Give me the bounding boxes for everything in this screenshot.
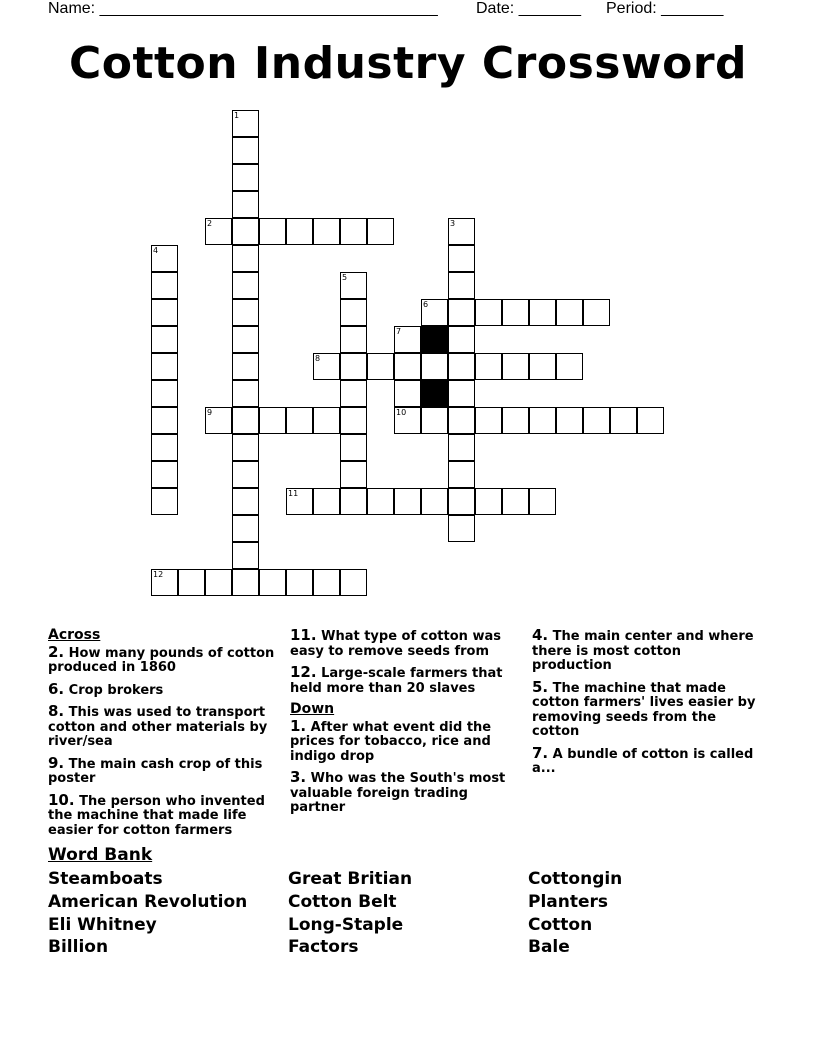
grid-cell[interactable] [475, 488, 502, 515]
grid-cell[interactable] [232, 326, 259, 353]
grid-cell[interactable] [502, 299, 529, 326]
grid-cell[interactable] [232, 272, 259, 299]
clue-text: The main center and where there is most cotton production [532, 629, 754, 673]
grid-cell[interactable] [340, 380, 367, 407]
grid-cell[interactable] [286, 488, 313, 515]
clue-item [532, 677, 762, 740]
grid-cell[interactable] [340, 569, 367, 596]
clue-item [532, 743, 762, 777]
clue-item [48, 790, 278, 839]
word-bank-item: Billion [48, 937, 109, 958]
grid-cell[interactable] [151, 488, 178, 515]
grid-cell[interactable] [151, 380, 178, 407]
cell-number: 8 [315, 354, 321, 363]
grid-cell[interactable] [232, 299, 259, 326]
date-field[interactable]: Date: _______ [476, 0, 581, 17]
word-bank-column-2 [288, 868, 412, 959]
clue-item [48, 753, 278, 787]
grid-cell[interactable] [394, 488, 421, 515]
word-bank-item: Bale [528, 937, 570, 958]
clue-number: 9. [48, 753, 65, 772]
cell-number: 1 [234, 111, 240, 120]
grid-cell[interactable] [340, 299, 367, 326]
grid-cell[interactable] [286, 407, 313, 434]
grid-cell[interactable] [448, 515, 475, 542]
grid-cell[interactable] [232, 488, 259, 515]
grid-cell[interactable] [421, 407, 448, 434]
grid-cell[interactable] [232, 218, 259, 245]
grid-cell[interactable] [394, 353, 421, 380]
grid-cell[interactable] [448, 272, 475, 299]
clue-item [48, 679, 278, 699]
grid-cell[interactable] [205, 569, 232, 596]
grid-cell[interactable] [286, 218, 313, 245]
word-bank-item: Planters [528, 891, 609, 912]
grid-cell[interactable] [394, 326, 421, 353]
grid-cell[interactable] [448, 326, 475, 353]
grid-cell[interactable] [394, 380, 421, 407]
word-bank-item: Cotton [528, 914, 593, 935]
grid-cell[interactable] [151, 326, 178, 353]
grid-cell[interactable] [448, 380, 475, 407]
grid-cell[interactable] [502, 488, 529, 515]
grid-cell[interactable] [340, 218, 367, 245]
word-bank-column-1 [48, 868, 247, 959]
grid-cell[interactable] [583, 407, 610, 434]
clue-item [48, 642, 278, 676]
grid-cell[interactable] [151, 434, 178, 461]
clue-column-2 [290, 628, 520, 822]
word-bank-item: Great Britian [288, 869, 413, 889]
period-field[interactable]: Period: _______ [606, 0, 724, 17]
clue-text: How many pounds of cotton produced in 1860 [48, 645, 275, 675]
grid-cell[interactable] [151, 353, 178, 380]
clue-number: 11. [290, 626, 317, 644]
grid-cell[interactable] [556, 299, 583, 326]
grid-cell[interactable] [421, 488, 448, 515]
grid-cell[interactable] [232, 245, 259, 272]
clue-number: 10. [48, 790, 75, 809]
clue-number: 8. [48, 702, 65, 720]
page-title: Cotton Industry Crossword [68, 38, 748, 89]
grid-cell[interactable] [448, 353, 475, 380]
grid-cell[interactable] [637, 407, 664, 434]
grid-cell[interactable] [340, 272, 367, 299]
clue-text: Crop brokers [68, 682, 164, 698]
across-clue-list-cont [290, 628, 520, 696]
grid-cell[interactable] [448, 407, 475, 434]
word-bank-column-3 [528, 868, 622, 959]
down-heading: Down [290, 701, 335, 717]
word-bank-item: Cottongin [528, 869, 623, 889]
grid-cell[interactable] [313, 407, 340, 434]
grid-cell[interactable] [475, 353, 502, 380]
grid-cell[interactable] [502, 407, 529, 434]
grid-cell[interactable] [178, 569, 205, 596]
grid-cell[interactable] [313, 488, 340, 515]
grid-cell[interactable] [232, 407, 259, 434]
word-bank-item: Eli Whitney [48, 914, 157, 935]
grid-cell[interactable] [421, 353, 448, 380]
clue-column-1 [48, 628, 278, 844]
grid-cell[interactable] [232, 164, 259, 191]
grid-cell[interactable] [232, 110, 259, 137]
clue-text: Large-scale farmers that held more than 20 slaves [290, 666, 503, 696]
grid-cell[interactable] [448, 461, 475, 488]
clue-number: 2. [48, 642, 65, 661]
grid-cell[interactable] [232, 542, 259, 569]
grid-cell[interactable] [313, 218, 340, 245]
grid-cell[interactable] [232, 434, 259, 461]
grid-cell[interactable] [340, 461, 367, 488]
cell-number: 3 [450, 219, 456, 228]
grid-cell[interactable] [313, 569, 340, 596]
grid-cell[interactable] [151, 272, 178, 299]
across-heading: Across [48, 627, 101, 643]
clue-number: 3. [290, 768, 307, 786]
clue-text: The person who invented the machine that made life easier for cotton farmers [48, 793, 265, 838]
clue-text: This was used to transport cotton and other materials by river/sea [48, 705, 268, 749]
grid-cell[interactable] [259, 569, 286, 596]
grid-cell[interactable] [340, 488, 367, 515]
cell-number: 9 [207, 408, 213, 417]
clue-number: 6. [48, 679, 65, 698]
grid-cell[interactable] [583, 299, 610, 326]
clue-item [290, 628, 520, 659]
clue-number: 1. [290, 716, 307, 735]
grid-cell[interactable] [232, 515, 259, 542]
clue-text: The main cash crop of this poster [48, 756, 263, 786]
grid-cell[interactable] [394, 407, 421, 434]
clue-number: 5. [532, 677, 549, 696]
grid-cell[interactable] [259, 407, 286, 434]
clue-text: After what event did the prices for tobacco, rice and indigo drop [290, 719, 492, 764]
grid-cell[interactable] [529, 488, 556, 515]
word-bank-title: Word Bank [48, 845, 153, 865]
name-field[interactable]: Name: ______________________________________ [48, 0, 438, 17]
grid-cell[interactable] [259, 218, 286, 245]
across-clue-list [48, 642, 278, 839]
grid-cell[interactable] [232, 569, 259, 596]
grid-cell[interactable] [448, 218, 475, 245]
clue-item [290, 716, 520, 765]
grid-cell[interactable] [448, 434, 475, 461]
cell-number: 2 [207, 219, 213, 228]
grid-cell[interactable] [340, 434, 367, 461]
grid-cell[interactable] [556, 407, 583, 434]
word-bank-item: Cotton Belt [288, 891, 397, 912]
clue-text: A bundle of cotton is called a... [532, 746, 754, 776]
cell-number: 10 [396, 408, 407, 417]
clue-item [290, 665, 520, 696]
grid-cell[interactable] [502, 353, 529, 380]
cell-number: 11 [288, 489, 299, 498]
grid-cell[interactable] [205, 407, 232, 434]
grid-cell[interactable] [313, 353, 340, 380]
grid-cell[interactable] [340, 326, 367, 353]
grid-cell[interactable] [151, 299, 178, 326]
grid-cell[interactable] [232, 137, 259, 164]
grid-cell[interactable] [475, 407, 502, 434]
grid-cell[interactable] [475, 299, 502, 326]
word-bank-item: Steamboats [48, 869, 163, 889]
grid-cell[interactable] [529, 353, 556, 380]
cell-number: 6 [423, 300, 429, 309]
grid-cell[interactable] [367, 218, 394, 245]
clue-text: The machine that made cotton farmers' lives easier by removing seeds from the cotton [532, 680, 756, 739]
clue-item [48, 704, 278, 750]
clue-number: 12. [290, 663, 317, 681]
grid-cell[interactable] [610, 407, 637, 434]
grid-cell[interactable] [529, 407, 556, 434]
grid-cell[interactable] [232, 380, 259, 407]
word-bank-item: Long-Staple [288, 914, 404, 935]
clue-item [290, 770, 520, 816]
grid-cell[interactable] [232, 461, 259, 488]
grid-cell[interactable] [340, 353, 367, 380]
grid-cell[interactable] [448, 488, 475, 515]
grid-cell[interactable] [340, 407, 367, 434]
cell-number: 4 [153, 246, 159, 255]
grid-cell[interactable] [448, 299, 475, 326]
grid-cell[interactable] [232, 353, 259, 380]
grid-cell[interactable] [205, 218, 232, 245]
word-bank-item: Factors [288, 937, 359, 958]
grid-cell[interactable] [151, 407, 178, 434]
cell-number: 5 [342, 273, 348, 282]
grid-cell[interactable] [151, 461, 178, 488]
grid-cell[interactable] [286, 569, 313, 596]
clue-column-3 [532, 628, 762, 783]
grid-cell[interactable] [421, 299, 448, 326]
cell-number: 12 [153, 570, 164, 579]
clue-item [532, 628, 762, 674]
grid-cell[interactable] [151, 245, 178, 272]
black-cell [421, 380, 448, 407]
clue-number: 7. [532, 743, 549, 762]
grid-cell[interactable] [556, 353, 583, 380]
black-cell [421, 326, 448, 353]
down-clue-list-cont [532, 628, 762, 777]
grid-cell[interactable] [367, 353, 394, 380]
grid-cell[interactable] [529, 299, 556, 326]
down-clue-list [290, 716, 520, 816]
grid-cell[interactable] [151, 569, 178, 596]
cell-number: 7 [396, 327, 402, 336]
clue-number: 4. [532, 626, 549, 644]
grid-cell[interactable] [448, 245, 475, 272]
grid-cell[interactable] [367, 488, 394, 515]
word-bank-item: American Revolution [48, 891, 248, 912]
clue-text: What type of cotton was easy to remove seeds from [290, 629, 501, 659]
grid-cell[interactable] [232, 191, 259, 218]
clue-text: Who was the South's most valuable foreign trading partner [290, 771, 506, 815]
